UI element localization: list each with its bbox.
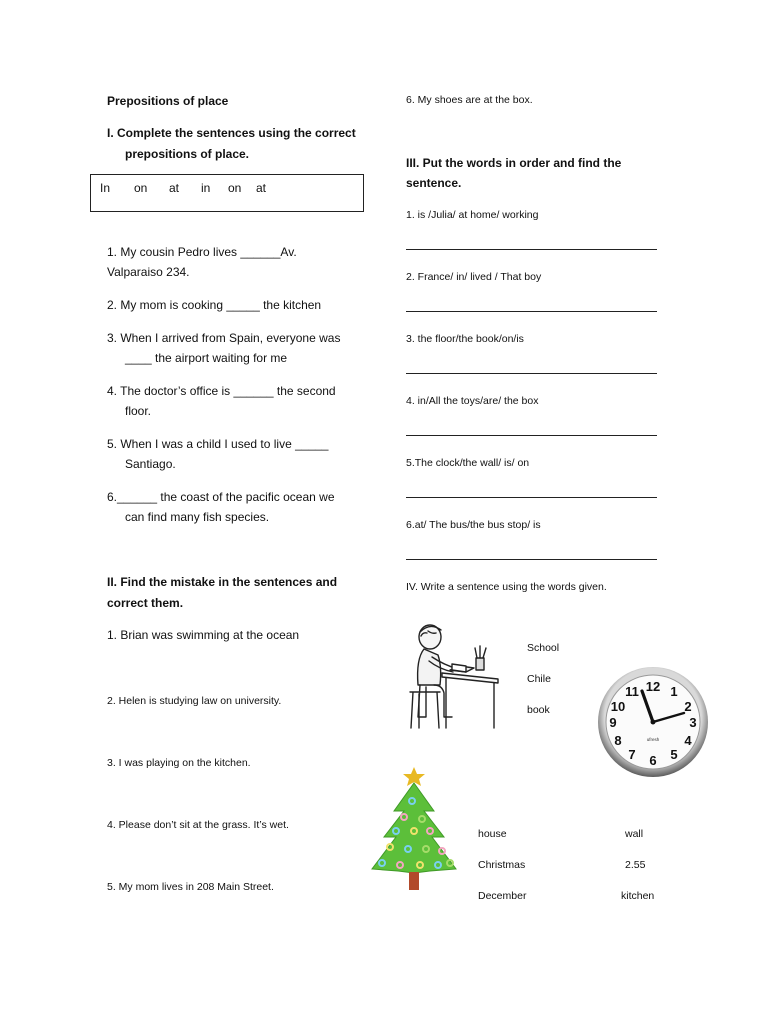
s3-item6: 6.at/ The bus/the bus stop/ is xyxy=(406,519,541,531)
student-desk-illustration xyxy=(404,620,500,732)
svg-text:10: 10 xyxy=(610,699,626,714)
s1-item2: 2. My mom is cooking _____ the kitchen xyxy=(107,298,322,312)
answer-line[interactable] xyxy=(406,497,657,498)
s1-item4-line1: 4. The doctor’s office is ______ the second xyxy=(107,384,336,398)
svg-text:5: 5 xyxy=(670,747,678,762)
christmas-tree-illustration xyxy=(364,765,466,901)
svg-text:7: 7 xyxy=(628,747,636,762)
clock-brand: ufresh xyxy=(646,737,660,742)
svg-text:6: 6 xyxy=(649,753,657,768)
word-bank-item: at xyxy=(169,181,180,195)
word-bank-item: on xyxy=(134,181,148,195)
s3-item5: 5.The clock/the wall/ is/ on xyxy=(406,457,530,469)
section3-heading-line2: sentence. xyxy=(406,176,462,190)
s1-item1-line1: 1. My cousin Pedro lives ______Av. xyxy=(107,245,297,259)
s2-item2: 2. Helen is studying law on university. xyxy=(107,695,282,707)
s3-item2: 2. France/ in/ lived / That boy xyxy=(406,271,542,283)
s3-item3: 3. the floor/the book/on/is xyxy=(406,333,524,345)
s1-item6-line1: 6.______ the coast of the pacific ocean we xyxy=(107,490,335,504)
s2-item4: 4. Please don’t sit at the grass. It’s wet. xyxy=(107,819,289,831)
word-group1-item: School xyxy=(527,642,560,654)
s1-item6-line2: can find many fish species. xyxy=(125,510,270,524)
s2-item1: 1. Brian was swimming at the ocean xyxy=(107,628,300,642)
svg-text:9: 9 xyxy=(609,715,617,730)
word-group1-item: book xyxy=(527,704,550,716)
word-group2-item: kitchen xyxy=(621,890,655,902)
svg-text:3: 3 xyxy=(689,715,697,730)
svg-text:8: 8 xyxy=(614,733,622,748)
answer-line[interactable] xyxy=(406,249,657,250)
s3-item4: 4. in/All the toys/are/ the box xyxy=(406,395,539,407)
answer-line[interactable] xyxy=(406,559,657,560)
word-group2-item: 2.55 xyxy=(625,859,646,871)
word-group1-item: Chile xyxy=(527,673,551,685)
s3-item1: 1. is /Julia/ at home/ working xyxy=(406,209,539,221)
s2-item6: 6. My shoes are at the box. xyxy=(406,94,533,106)
answer-line[interactable] xyxy=(406,373,657,374)
word-group2-item: Christmas xyxy=(478,859,526,871)
word-bank-box xyxy=(90,174,364,212)
s1-item3-line1: 3. When I arrived from Spain, everyone was xyxy=(107,331,341,345)
word-bank-item: on xyxy=(228,181,242,195)
s1-item5-line2: Santiago. xyxy=(125,457,176,471)
s2-item3: 3. I was playing on the kitchen. xyxy=(107,757,251,769)
section1-heading-line2: prepositions of place. xyxy=(125,147,250,161)
word-bank-item: In xyxy=(100,181,111,195)
s1-item1-line2: Valparaiso 234. xyxy=(107,265,190,279)
page-title: Prepositions of place xyxy=(107,94,229,108)
section4-heading: IV. Write a sentence using the words given. xyxy=(406,581,607,593)
section2-heading-line2: correct them. xyxy=(107,596,184,610)
section2-heading-line1: II. Find the mistake in the sentences and xyxy=(107,575,338,589)
wall-clock-illustration xyxy=(596,665,710,779)
word-bank-item: at xyxy=(256,181,267,195)
section3-heading-line1: III. Put the words in order and find the xyxy=(406,156,622,170)
word-group2-item: December xyxy=(478,890,527,902)
svg-text:2: 2 xyxy=(684,699,692,714)
answer-line[interactable] xyxy=(406,435,657,436)
svg-text:4: 4 xyxy=(684,733,692,748)
svg-text:12: 12 xyxy=(645,679,661,694)
word-group2-item: wall xyxy=(625,828,644,840)
word-bank-item: in xyxy=(201,181,211,195)
svg-text:11: 11 xyxy=(625,684,639,699)
s1-item4-line2: floor. xyxy=(125,404,152,418)
s1-item3-line2: ____ the airport waiting for me xyxy=(125,351,288,365)
s2-item5: 5. My mom lives in 208 Main Street. xyxy=(107,881,274,893)
section1-heading-line1: I. Complete the sentences using the correct xyxy=(107,126,356,140)
word-group2-item: house xyxy=(478,828,507,840)
answer-line[interactable] xyxy=(406,311,657,312)
svg-text:1: 1 xyxy=(670,684,678,699)
s1-item5-line1: 5. When I was a child I used to live _____ xyxy=(107,437,329,451)
